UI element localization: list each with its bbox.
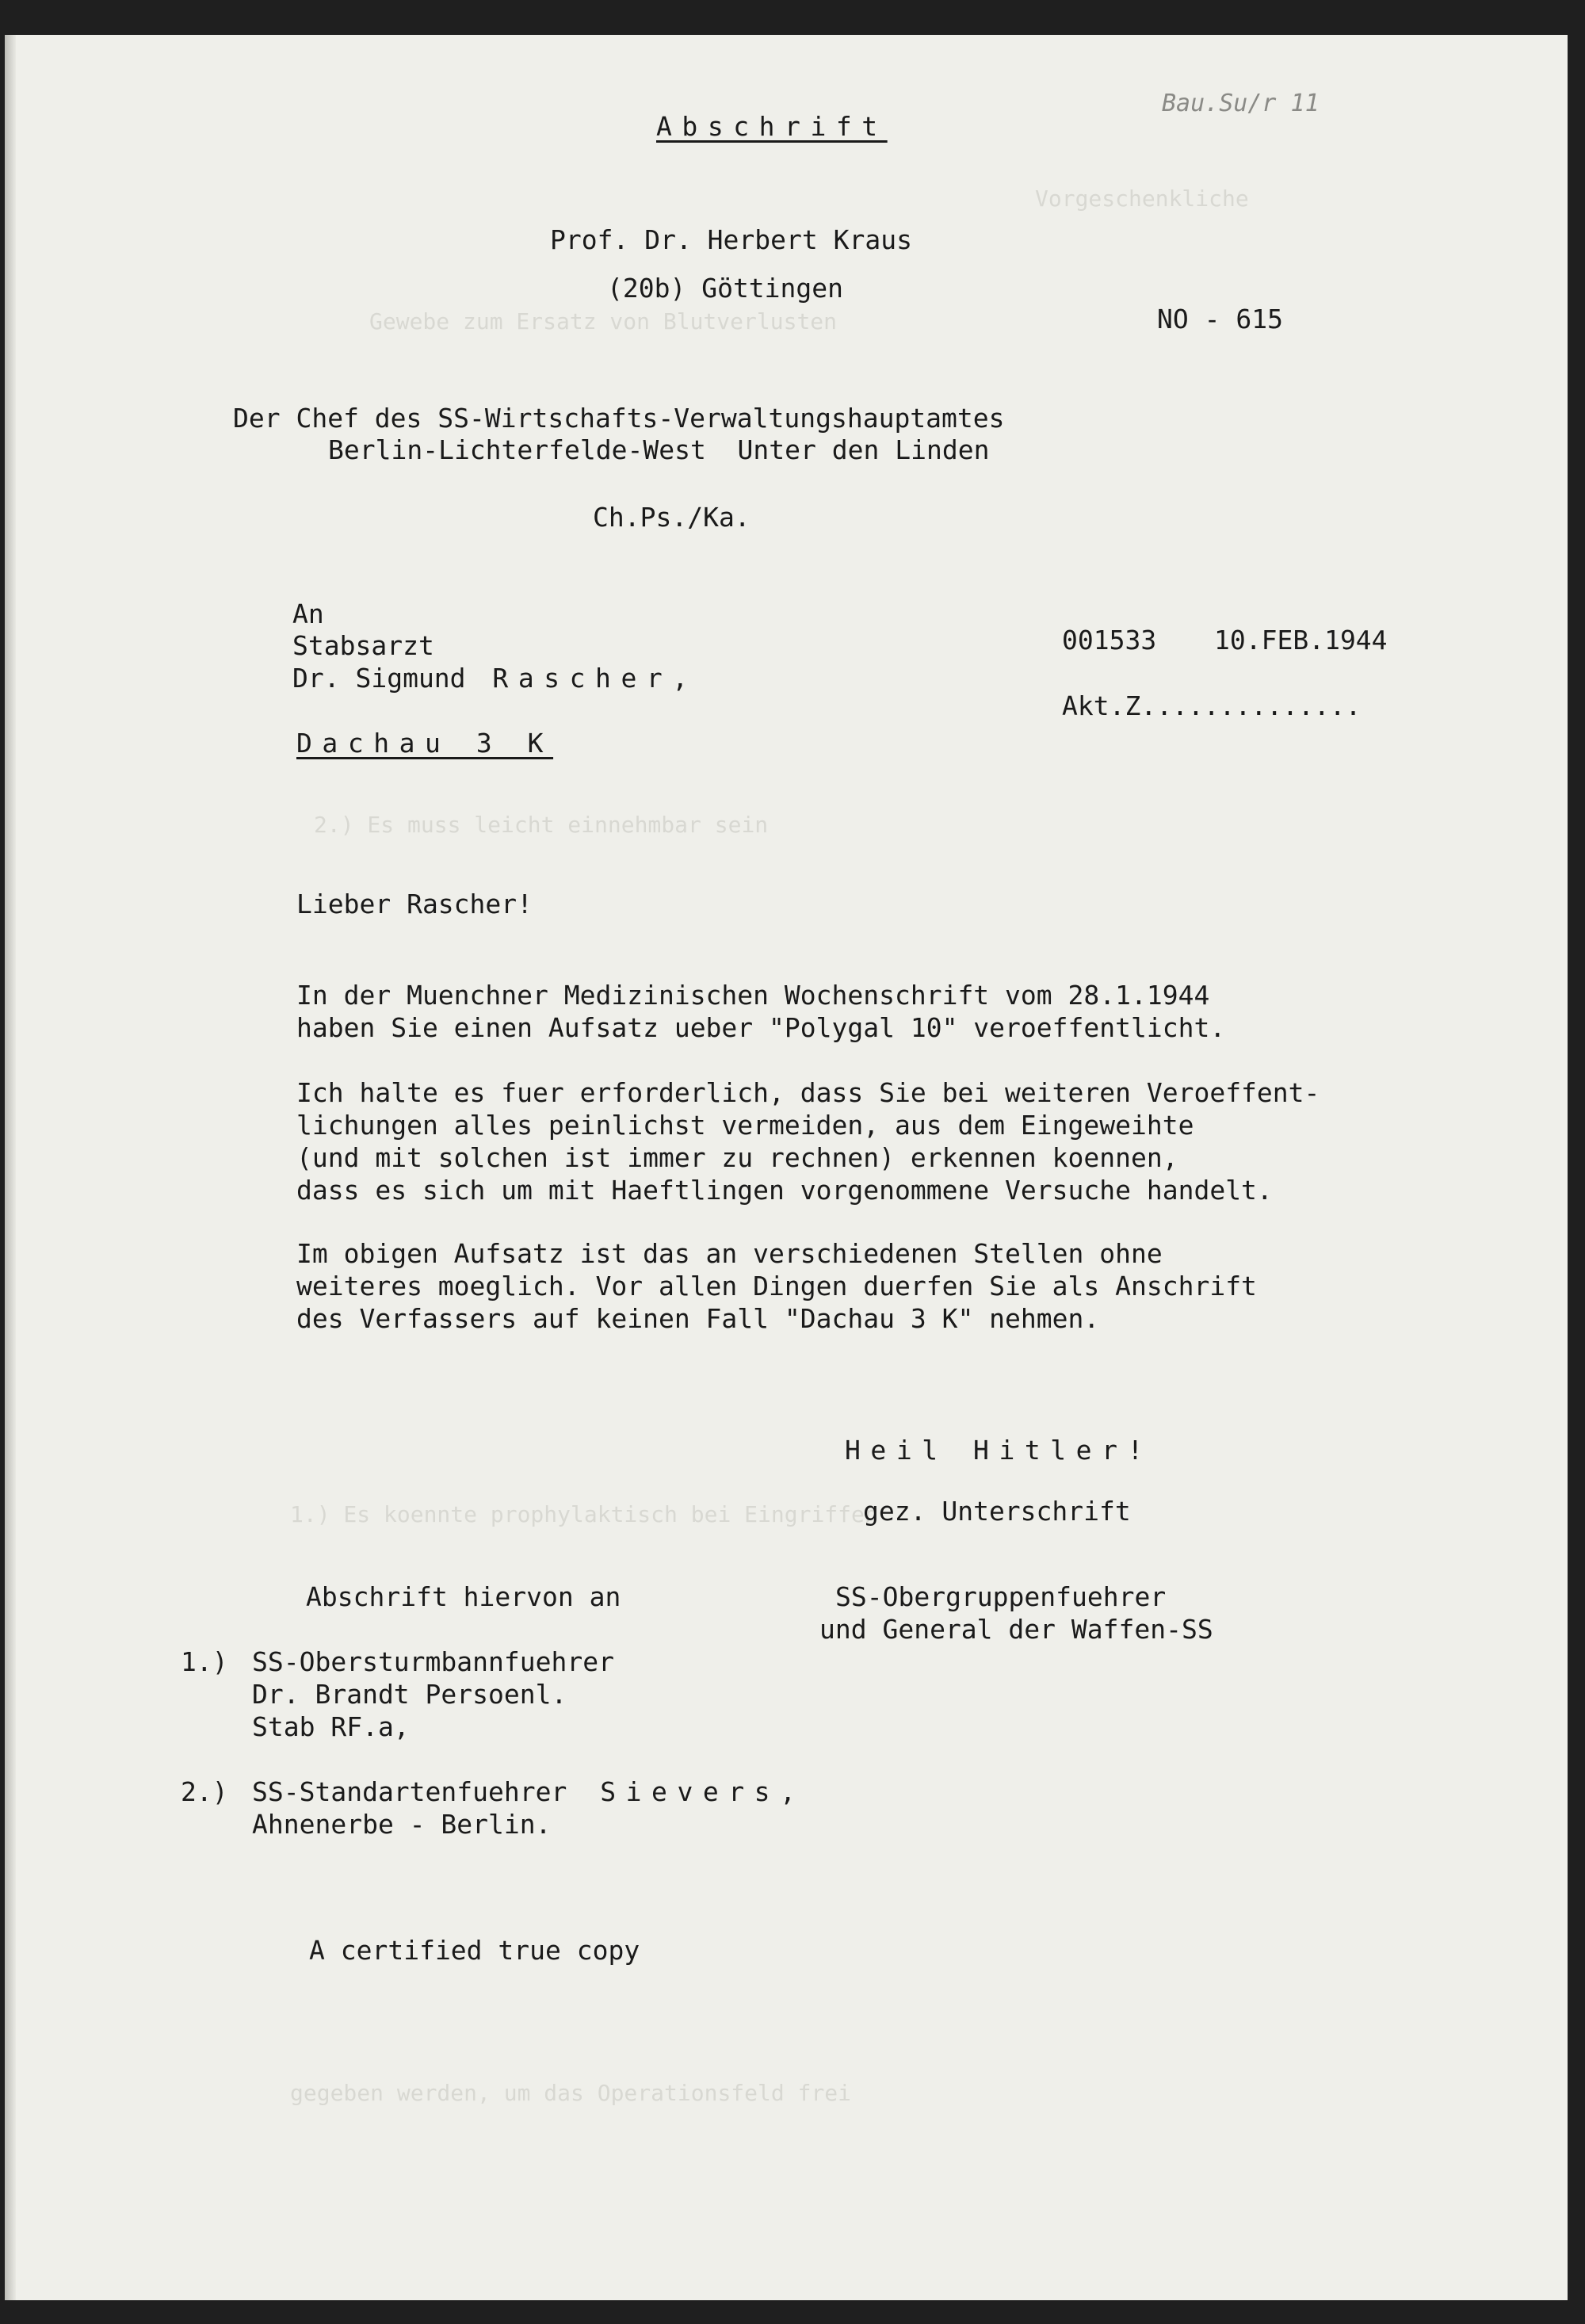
para2-line: dass es sich um mit Haeftlingen vorgenommene Versuche handelt. (296, 1175, 1273, 1206)
copy-item-1-number: 1.) (181, 1646, 228, 1677)
recipient-rank: Stabsarzt (292, 630, 434, 661)
recipient-location: Dachau 3 K (296, 728, 554, 759)
copies-heading: Abschrift hiervon an (306, 1581, 621, 1612)
recipient-surname: Rascher, (492, 663, 698, 694)
office-line-1: Der Chef des SS-Wirtschafts-Verwaltungshauptamtes (233, 403, 1005, 434)
certification-note: A certified true copy (309, 1935, 640, 1966)
copy-item-2-line-1 (252, 1777, 806, 1807)
registry-date: 10.FEB.1944 (1214, 625, 1388, 656)
para1-line: haben Sie einen Aufsatz ueber "Polygal 10" veroeffentlicht. (296, 1012, 1226, 1043)
para2-line: (und mit solchen ist immer zu rechnen) erkennen koennen, (296, 1142, 1178, 1173)
office-line-2: Berlin-Lichterfelde-West Unter den Linden (328, 434, 990, 465)
office-reference: Ch.Ps./Ka. (593, 502, 750, 533)
para3-line: des Verfassers auf keinen Fall "Dachau 3 K" nehmen. (296, 1303, 1100, 1334)
document-page (5, 35, 1568, 2300)
document-number: NO - 615 (1157, 304, 1283, 334)
para2-line: lichungen alles peinlichst vermeiden, aus dem Eingeweihte (296, 1110, 1194, 1141)
recipient-name-prefix: Dr. Sigmund (292, 663, 466, 694)
signer-title-1: SS-Obergruppenfuehrer (835, 1581, 1167, 1612)
bleed-through: gegeben werden, um das Operationsfeld frei (290, 2080, 852, 2106)
signature: gez. Unterschrift (863, 1496, 1131, 1527)
bleed-through: Vorgeschenkliche (1035, 185, 1249, 212)
copy-item-2-line-2: Ahnenerbe - Berlin. (252, 1809, 552, 1840)
recipient-to: An (292, 598, 324, 629)
para3-line: weiteres moeglich. Vor allen Dingen duerfen Sie als Anschrift (296, 1271, 1257, 1302)
sender-name: Prof. Dr. Herbert Kraus (550, 224, 912, 255)
para3-line: Im obigen Aufsatz ist das an verschiedenen Stellen ohne (296, 1238, 1163, 1269)
para2-line: Ich halte es fuer erforderlich, dass Sie bei weiteren Veroeffent- (296, 1077, 1320, 1108)
binding-spine (5, 35, 16, 2300)
bleed-through: 2.) Es muss leicht einnehmbar sein (314, 812, 769, 838)
copy-item-2-number: 2.) (181, 1776, 228, 1807)
copy-item-1-line: SS-Obersturmbannfuehrer (252, 1646, 614, 1677)
copy-item-1-line: Dr. Brandt Persoenl. (252, 1679, 567, 1710)
closing: Heil Hitler! (845, 1435, 1153, 1466)
bleed-through: Gewebe zum Ersatz von Blutverlusten (369, 308, 838, 334)
para1-line: In der Muenchner Medizinischen Wochenschrift vom 28.1.1944 (296, 980, 1210, 1011)
recipient-name (292, 663, 698, 694)
akt-z-line: Akt.Z.............. (1062, 690, 1362, 721)
registry-number: 001533 (1062, 625, 1157, 656)
bleed-through: 1.) Es koennte prophylaktisch bei Eingriffen (290, 1501, 878, 1527)
handwritten-marginalia: Bau.Su/r 11 (1162, 90, 1320, 117)
copy-item-1-line: Stab RF.a, (252, 1711, 410, 1742)
sender-city: (20b) Göttingen (607, 273, 844, 304)
document-title: Abschrift (656, 111, 888, 142)
signer-title-2: und General der Waffen-SS (819, 1614, 1213, 1645)
copy-item-2-prefix: SS-Standartenfuehrer (252, 1776, 567, 1807)
copy-item-2-surname: Sievers, (600, 1776, 806, 1807)
salutation: Lieber Rascher! (296, 889, 533, 919)
